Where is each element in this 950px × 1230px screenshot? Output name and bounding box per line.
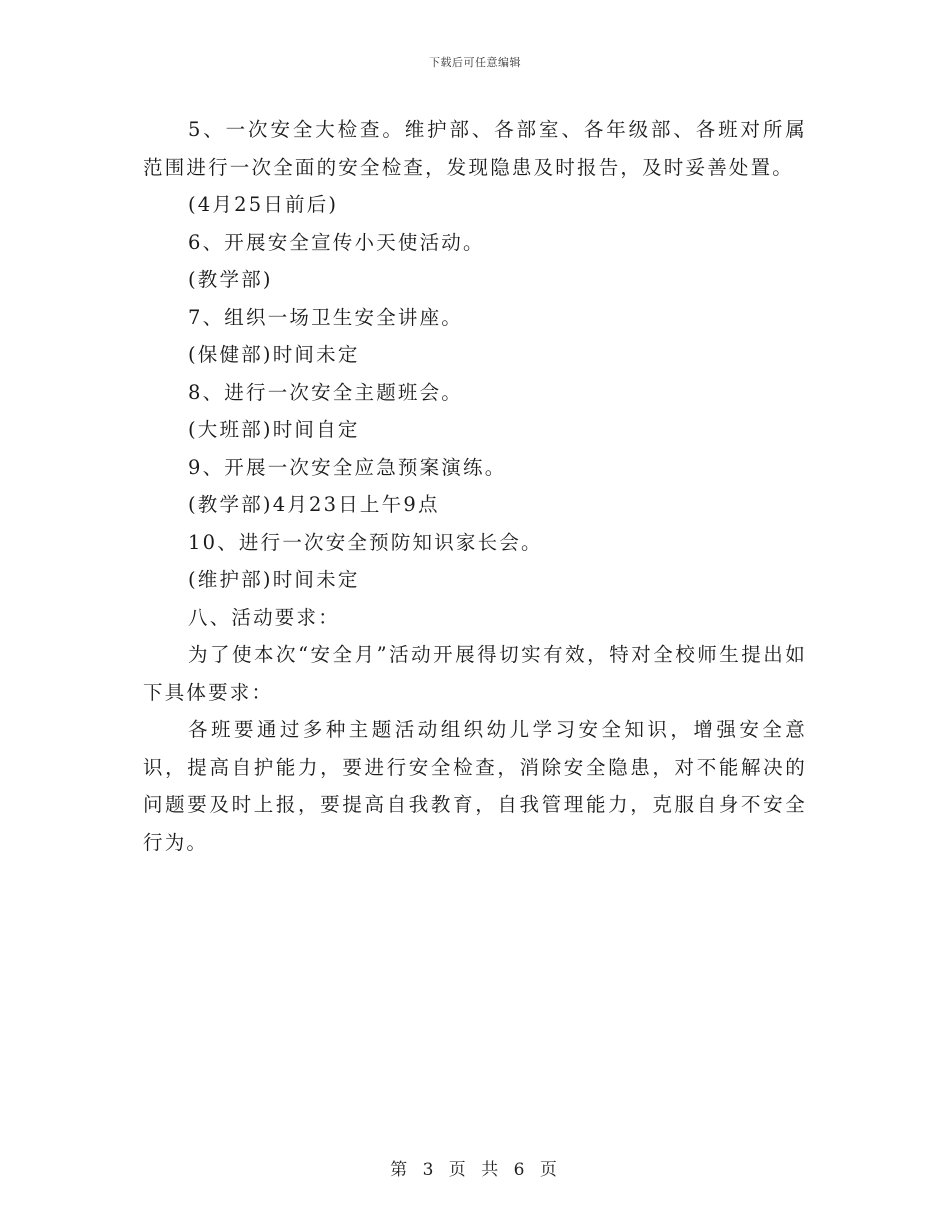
- paragraph-requirements-detail: 各班要通过多种主题活动组织幼儿学习安全知识，增强安全意识，提高自护能力，要进行安全检查，消除安全隐患，对不能解决的问题要及时上报，要提高自我教育，自我管理能力，克服自身不安全行为。: [143, 718, 807, 854]
- paragraph-item-5-date: (4月25日前后): [188, 193, 339, 216]
- paragraph-item-9: 9、开展一次安全应急预案演练。: [188, 455, 507, 479]
- section-heading-requirements: 八、活动要求：: [188, 605, 340, 629]
- paragraph-item-10-dept: (维护部)时间未定: [188, 568, 360, 591]
- paragraph-item-7: 7、组织一场卫生安全讲座。: [188, 305, 464, 329]
- paragraph-item-8-dept: (大班部)时间自定: [188, 418, 360, 441]
- document-body: [143, 111, 807, 861]
- paragraph-item-10: 10、进行一次安全预防知识家长会。: [188, 530, 543, 554]
- paragraph-item-8: 8、进行一次安全主题班会。: [188, 380, 464, 404]
- paragraph-item-7-dept: (保健部)时间未定: [188, 343, 360, 366]
- paragraph-requirements-intro: 为了使本次“安全月”活动开展得切实有效，特对全校师生提出如下具体要求：: [143, 643, 807, 704]
- page-footer: 第 3 页 共 6 页: [390, 1160, 560, 1180]
- page-header: 下载后可任意编辑: [429, 56, 521, 69]
- paragraph-item-9-dept: (教学部)4月23日上午9点: [188, 493, 440, 516]
- paragraph-item-5: 5、一次安全大检查。维护部、各部室、各年级部、各班对所属范围进行一次全面的安全检查，发现隐患及时报告，及时妥善处置。: [143, 118, 807, 179]
- paragraph-item-6: 6、开展安全宣传小天使活动。: [188, 230, 485, 254]
- paragraph-item-6-dept: (教学部): [188, 268, 273, 291]
